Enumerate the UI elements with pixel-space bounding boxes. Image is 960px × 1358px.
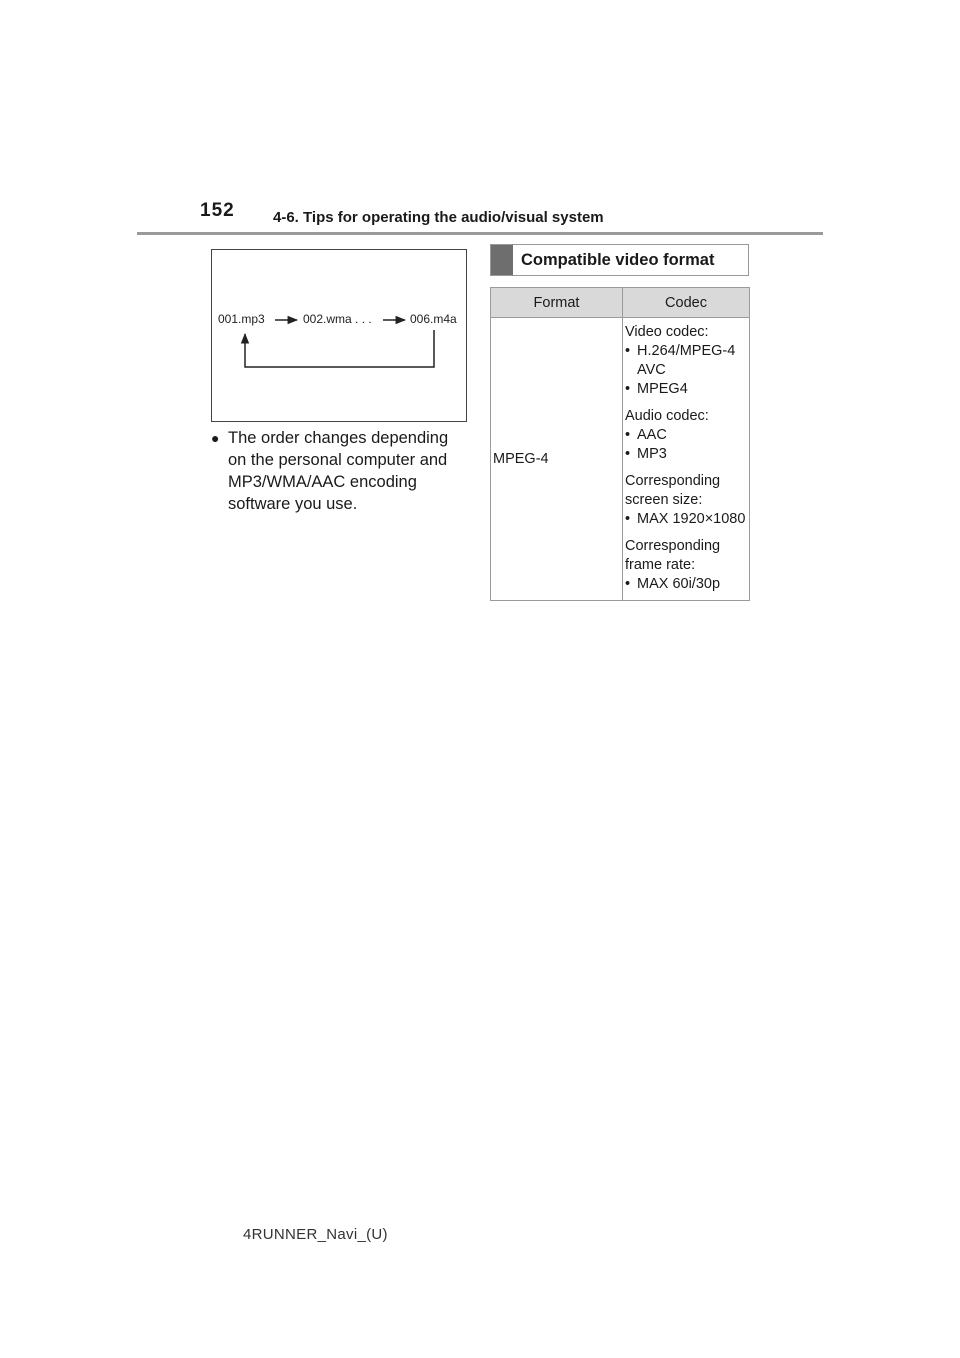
compatible-video-format-heading [490,244,749,276]
page-number: 152 [200,200,235,221]
list-item: • MAX 1920×1080 [625,510,747,529]
screen-size-label: Corresponding screen size: [625,473,721,508]
audio-codec-label: Audio codec: [625,408,709,424]
list-item: • MAX 60i/30p [625,575,747,594]
order-note [211,427,471,515]
diagram-file-3: 006.m4a [410,312,457,326]
header-rule [137,232,823,235]
playback-order-diagram [211,249,467,422]
playback-order-arrows [212,250,468,423]
list-item: • MP3 [625,445,747,464]
column-header-format: Format [491,288,623,318]
list-item: • AAC [625,426,747,445]
bullet-icon: ● [211,430,220,446]
diagram-file-2: 002.wma . . . [303,312,372,326]
codec-cell [623,318,750,601]
heading-marker [491,245,513,275]
heading-label: Compatible video format [521,250,715,269]
loop-back-arrow-icon [245,330,434,367]
frame-rate-label: Corresponding frame rate: [625,538,721,573]
footer-doc-id: 4RUNNER_Navi_(U) [243,1226,388,1243]
audio-codec-group [625,407,747,464]
table-header-row [491,288,750,318]
section-title: 4-6. Tips for operating the audio/visual system [273,209,604,226]
video-codec-label: Video codec: [625,324,709,340]
format-cell: MPEG-4 [491,318,623,601]
list-item: • H.264/MPEG-4 AVC [625,342,747,380]
video-format-table [490,287,750,601]
screen-size-group [625,472,747,529]
list-item: • MPEG4 [625,380,747,399]
table-row [491,318,750,601]
column-header-codec: Codec [623,288,750,318]
order-note-text: The order changes depending on the personal computer and MP3/WMA/AAC encoding software you use. [228,429,449,513]
diagram-file-1: 001.mp3 [218,312,265,326]
video-codec-group [625,323,747,399]
frame-rate-group [625,537,747,594]
